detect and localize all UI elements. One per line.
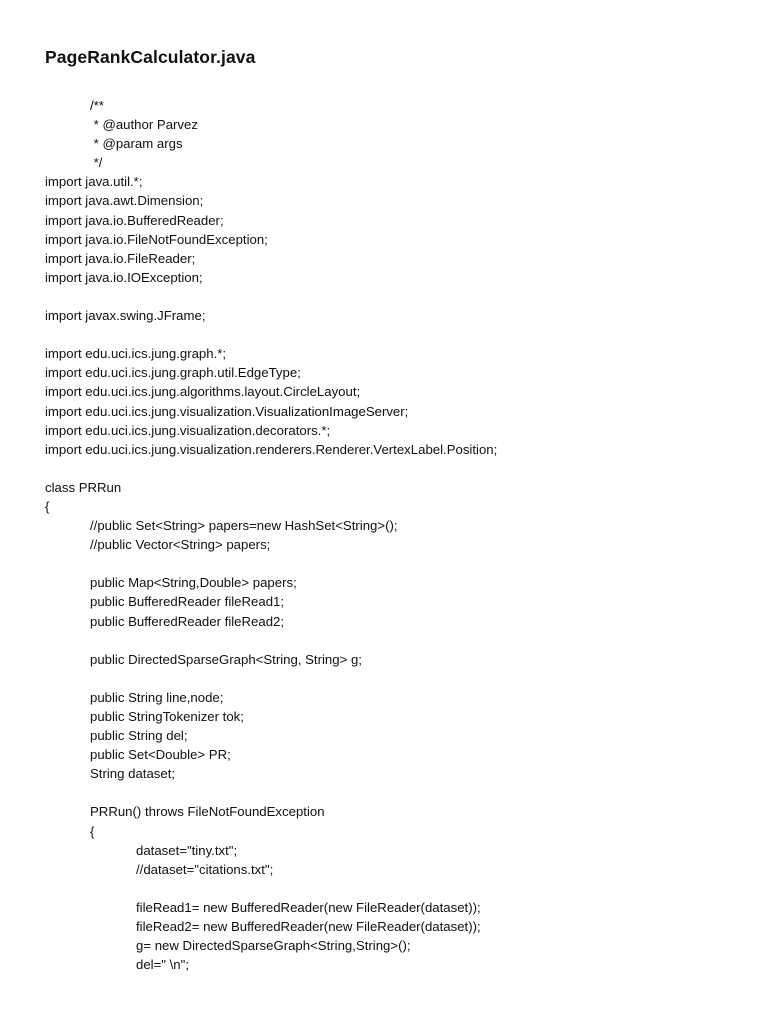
- code-line: fileRead2= new BufferedReader(new FileReader(dataset));: [136, 919, 481, 935]
- blank-line: [45, 554, 745, 573]
- document-title: PageRankCalculator.java: [45, 47, 256, 67]
- code-line: public String line,node;: [90, 689, 224, 705]
- code-line: public StringTokenizer tok;: [90, 709, 244, 724]
- code-line: class PRRun: [45, 479, 122, 495]
- code-line: /**: [90, 98, 104, 113]
- blank-line: [45, 879, 745, 898]
- code-line: //public Vector<String> papers;: [90, 537, 271, 553]
- blank-line: [45, 631, 745, 650]
- code-line: public Map<String,Double> papers;: [90, 575, 297, 591]
- code-line: public String del;: [90, 728, 188, 744]
- code-line: g= new DirectedSparseGraph<String,String>();: [136, 938, 411, 954]
- code-line: public DirectedSparseGraph<String, String> g;: [90, 651, 362, 667]
- code-line: import edu.uci.ics.jung.visualization.VisualizationImageServer;: [45, 403, 409, 419]
- code-line: import edu.uci.ics.jung.graph.*;: [45, 346, 227, 362]
- code-line: public BufferedReader fileRead1;: [90, 594, 285, 610]
- code-line: */: [90, 155, 103, 171]
- blank-line: [45, 287, 745, 306]
- code-line: {: [45, 498, 50, 514]
- code-line: {: [90, 823, 95, 839]
- code-line: public Set<Double> PR;: [90, 747, 231, 763]
- code-line: String dataset;: [90, 766, 176, 782]
- blank-line: [45, 325, 745, 344]
- code-line: import java.io.FileReader;: [45, 250, 196, 266]
- code-line: fileRead1= new BufferedReader(new FileReader(dataset));: [136, 899, 481, 915]
- code-line: * @author Parvez: [90, 117, 198, 133]
- code-line: import edu.uci.ics.jung.graph.util.EdgeType;: [45, 365, 301, 381]
- code-line: import edu.uci.ics.jung.algorithms.layout.CircleLayout;: [45, 384, 361, 400]
- code-line: import java.util.*;: [45, 174, 143, 190]
- code-line: //dataset="citations.txt";: [136, 861, 274, 877]
- blank-line: [45, 669, 745, 688]
- code-line: import java.awt.Dimension;: [45, 193, 204, 209]
- code-line: public BufferedReader fileRead2;: [90, 613, 285, 629]
- code-line: del=" \n";: [136, 957, 189, 973]
- code-line: import java.io.IOException;: [45, 269, 203, 285]
- code-line: dataset="tiny.txt";: [136, 842, 238, 858]
- code-line: //public Set<String> papers=new HashSet<String>();: [90, 518, 398, 534]
- code-line: import java.io.BufferedReader;: [45, 212, 224, 228]
- code-line: import edu.uci.ics.jung.visualization.decorators.*;: [45, 422, 331, 438]
- blank-line: [45, 783, 745, 802]
- code-block: [45, 96, 745, 974]
- code-line: import javax.swing.JFrame;: [45, 308, 206, 324]
- code-line: PRRun() throws FileNotFoundException: [90, 804, 325, 820]
- code-line: import edu.uci.ics.jung.visualization.renderers.Renderer.VertexLabel.Position;: [45, 441, 498, 457]
- blank-line: [45, 459, 745, 478]
- code-line: import java.io.FileNotFoundException;: [45, 231, 268, 247]
- code-line: * @param args: [90, 136, 183, 152]
